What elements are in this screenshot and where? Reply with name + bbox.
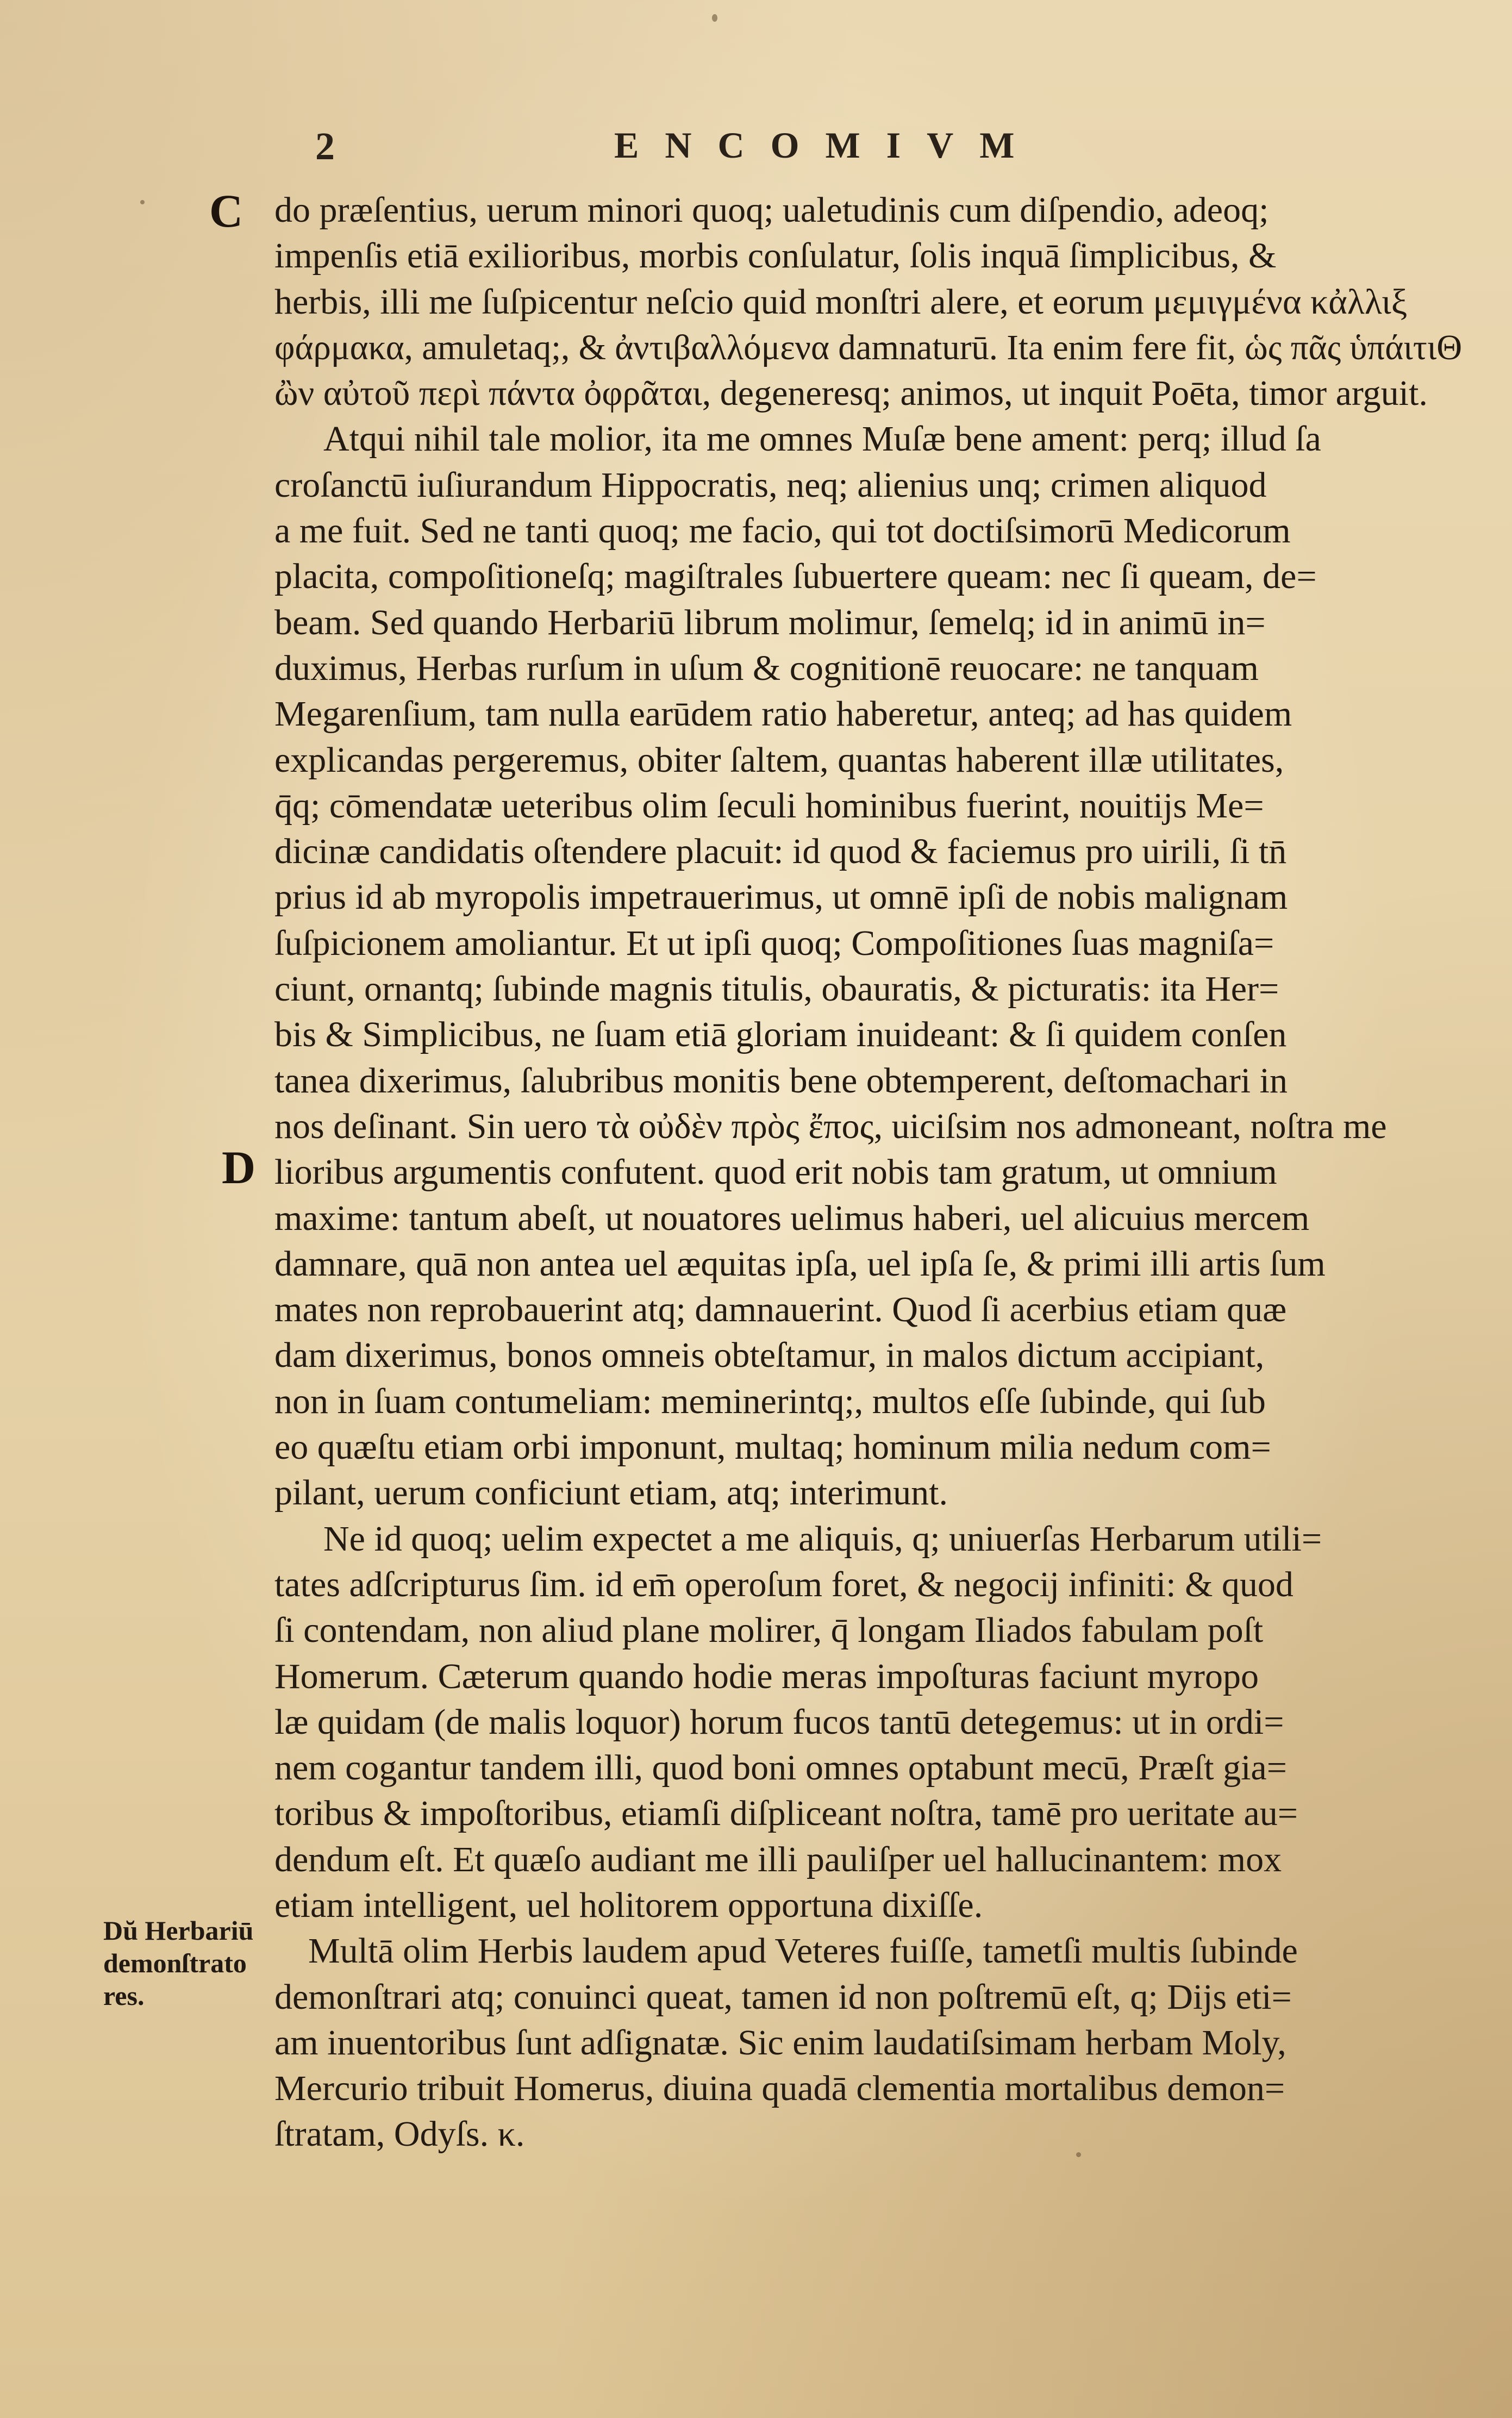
page-number: 2 xyxy=(315,124,335,168)
text-line: damnare, quā non antea uel æquitas ipſa, uel ipſa ſe, & primi illi artis ſum xyxy=(274,1244,1326,1284)
text-line: ciunt, ornantq; ſubinde magnis titulis, obauratis, & picturatis: ita Her= xyxy=(274,969,1279,1009)
text-line: tanea dixerimus, ſalubribus monitis bene obtemperent, deſtomachari in xyxy=(274,1060,1288,1101)
text-line: toribus & impoſtoribus, etiamſi diſpliceant noſtra, tamē pro ueritate au= xyxy=(274,1794,1298,1834)
text-line: pilant, uerum conficiunt etiam, atq; interimunt. xyxy=(274,1473,948,1513)
marginal-note xyxy=(103,1914,283,2012)
body-text xyxy=(274,188,1462,2158)
running-head xyxy=(261,124,1348,184)
text-line: ſi contendam, non aliud plane molirer, q̄ longam Iliados fabulam poſt xyxy=(274,1610,1264,1651)
text-line: ſuſpicionem amoliantur. Et ut ipſi quoq; Compoſitiones ſuas magniſa= xyxy=(274,923,1274,963)
text-line: demonſtrari atq; conuinci queat, tamen id non poſtremū eſt, q; Dĳs eti= xyxy=(274,1977,1292,2017)
text-line: Megarenſium, tam nulla earūdem ratio haberetur, anteq; ad has quidem xyxy=(274,694,1292,734)
paragraph-start-line: Multā olim Herbis laudem apud Veteres fuiſſe, tametſi multis ſubinde xyxy=(308,1931,1298,1971)
text-line: impenſis etiā exilioribus, morbis conſulatur, ſolis inquā ſimplicibus, & xyxy=(274,236,1277,276)
text-line: am inuentoribus ſunt adſignatæ. Sic enim laudatiſsimam herbam Moly, xyxy=(274,2022,1286,2063)
text-line: non in ſuam contumeliam: meminerintq;, multos eſſe ſubinde, qui ſub xyxy=(274,1381,1266,1421)
text-line: Homerum. Cæterum quando hodie meras impoſturas faciunt myropo xyxy=(274,1656,1259,1696)
text-line: maxime: tantum abeſt, ut nouatores uelimus haberi, uel alicuius mercem xyxy=(274,1198,1310,1238)
text-line: prius id ab myropolis impetrauerimus, ut omnē ipſi de nobis malignam xyxy=(274,877,1288,917)
paper-speck xyxy=(1076,2152,1081,2157)
text-line: Mercurio tribuit Homerus, diuina quadā clementia mortalibus demon= xyxy=(274,2069,1285,2109)
text-line: etiam intelligent, uel holitorem opportuna dixiſſe. xyxy=(274,1885,983,1925)
marginal-note-line: res. xyxy=(103,1980,145,2011)
text-line: a me fuit. Sed ne tanti quoq; me facio, qui tot doctiſsimorū Medicorum xyxy=(274,511,1291,551)
paragraph-start-line: Ne id quoq; uelim expectet a me aliquis, q; uniuerſas Herbarum utili= xyxy=(323,1519,1322,1559)
section-marker-d: D xyxy=(222,1141,256,1194)
text-line: beam. Sed quando Herbariū librum molimur, ſemelq; id in animū in= xyxy=(274,602,1266,642)
text-line: q̄q; cōmendatæ ueteribus olim ſeculi hominibus fuerint, nouitĳs Me= xyxy=(274,785,1264,826)
section-marker-c: C xyxy=(209,185,243,237)
paper-speck xyxy=(140,200,145,204)
text-line: nos deſinant. Sin uero τὰ οὐδὲν πρὸς ἔπος, uiciſsim nos admoneant, noſtra me xyxy=(274,1106,1387,1146)
text-line: ſtratam, Odyſs. κ. xyxy=(274,2114,525,2154)
text-line: lioribus argumentis confutent. quod erit nobis tam gratum, ut omnium xyxy=(274,1152,1277,1192)
text-line: croſanctū iuſiurandum Hippocratis, neq; alienius unq; crimen aliquod xyxy=(274,465,1267,505)
text-line: dam dixerimus, bonos omneis obteſtamur, in malos dictum accipiant, xyxy=(274,1335,1265,1376)
text-line: tates adſcripturus ſim. id em̄ operoſum foret, & negocĳ infiniti: & quod xyxy=(274,1564,1294,1604)
marginal-note-line: demonſtrato xyxy=(103,1948,247,1978)
text-line: eo quæſtu etiam orbi imponunt, multaq; hominum milia nedum com= xyxy=(274,1427,1271,1467)
text-line: placita, compoſitioneſq; magiſtrales ſubuertere queam: nec ſi queam, de= xyxy=(274,557,1317,597)
text-line: dendum eſt. Et quæſo audiant me illi pauliſper uel hallucinantem: mox xyxy=(274,1839,1282,1879)
text-line: bis & Simplicibus, ne ſuam etiā gloriam inuideant: & ſi quidem conſen xyxy=(274,1015,1287,1055)
paragraph-start-line: Atqui nihil tale molior, ita me omnes Muſæ bene ament: perq; illud ſa xyxy=(323,419,1321,459)
text-line: herbis, illi me ſuſpicentur neſcio quid monſtri alere, et eorum μεμιγμένα κἀλλιξ xyxy=(274,282,1408,322)
text-line: do præſentius, uerum minori quoq; ualetudinis cum diſpendio, adeoq; xyxy=(274,190,1269,230)
text-line: duximus, Herbas rurſum in uſum & cognitionē reuocare: ne tanquam xyxy=(274,648,1259,688)
text-line: ὢν αὐτοῦ περὶ πάντα ὀφρᾶται, degeneresq; animos, ut inquit Poēta, timor arguit. xyxy=(274,373,1428,414)
text-line: læ quidam (de malis loquor) horum fucos tantū detegemus: ut in ordi= xyxy=(274,1702,1284,1742)
text-line: nem cogantur tandem illi, quod boni omnes optabunt mecū, Præſt gia= xyxy=(274,1748,1287,1788)
text-line: dicinæ candidatis oſtendere placuit: id quod & faciemus pro uirili, ſi tn̄ xyxy=(274,832,1287,872)
text-line: mates non reprobauerint atq; damnauerint. Quod ſi acerbius etiam quæ xyxy=(274,1290,1287,1330)
marginal-note-line: Dŭ Herbariū xyxy=(103,1915,254,1946)
text-line: explicandas pergeremus, obiter ſaltem, quantas haberent illæ utilitates, xyxy=(274,740,1284,780)
running-head-title: ENCOMIVM xyxy=(614,124,1041,166)
text-line: φάρμακα, amuletaq;, & ἀντιβαλλόμενα damnaturū. Ita enim fere fit, ὡς πᾶς ὑπάιτιΘ xyxy=(274,327,1463,367)
paper-speck xyxy=(712,14,717,22)
